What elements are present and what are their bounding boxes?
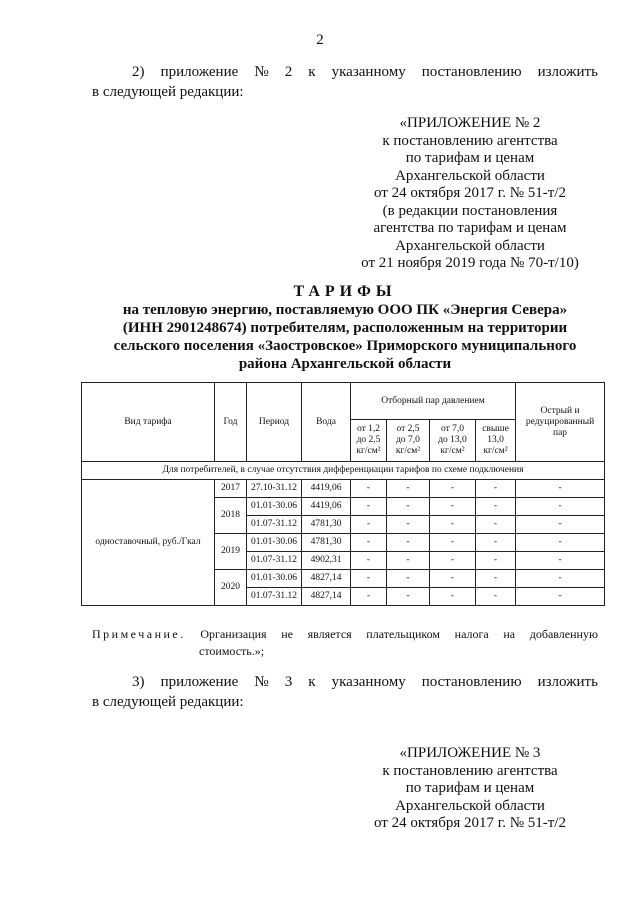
- table-row: [82, 480, 605, 498]
- item-3-word: приложение: [160, 674, 239, 690]
- water-cell: 4419,06: [302, 480, 351, 498]
- period-cell: 01.07-31.12: [247, 516, 302, 534]
- period-cell: 01.07-31.12: [247, 588, 302, 606]
- item-3-number: 3): [132, 674, 145, 690]
- note-word: является: [307, 627, 352, 641]
- header-selected-steam: Отборный пар давлением: [351, 383, 516, 420]
- value-cell: -: [351, 570, 387, 588]
- value-cell: -: [516, 498, 605, 516]
- note-word: Организация: [200, 627, 267, 641]
- note-label: Примечание.: [92, 627, 186, 641]
- note-word: налога: [454, 627, 489, 641]
- value-cell: -: [387, 480, 430, 498]
- appendix-2-header: [345, 115, 595, 273]
- period-cell: 01.07-31.12: [247, 552, 302, 570]
- year-cell: 2017: [215, 480, 247, 498]
- appendix-line: от 24 октября 2017 г. № 51-т/2: [374, 185, 566, 201]
- value-cell: -: [351, 588, 387, 606]
- value-cell: -: [387, 516, 430, 534]
- item-2-word: приложение: [160, 64, 239, 80]
- water-cell: 4827,14: [302, 570, 351, 588]
- appendix-line: «ПРИЛОЖЕНИЕ № 2: [399, 115, 541, 131]
- value-cell: -: [516, 588, 605, 606]
- period-cell: 27.10-31.12: [247, 480, 302, 498]
- value-cell: -: [351, 498, 387, 516]
- subheader-pressure: от 7,0 до 13,0 кг/см²: [430, 420, 476, 462]
- item-3-word: указанному: [331, 674, 406, 690]
- value-cell: -: [387, 498, 430, 516]
- appendix-line: «ПРИЛОЖЕНИЕ № 3: [399, 745, 541, 761]
- subheader-pressure: от 1,2 до 2,5 кг/см²: [351, 420, 387, 462]
- item-3-word: постановлению: [421, 674, 522, 690]
- item-2-word: указанному: [331, 64, 406, 80]
- note-word: на: [503, 627, 516, 641]
- header-year: Год: [215, 383, 247, 462]
- item-2-line-1: [92, 62, 598, 82]
- water-cell: 4419,06: [302, 498, 351, 516]
- item-2-word: изложить: [537, 64, 598, 80]
- tariff-table: [81, 382, 605, 606]
- item-3-line-1: [92, 672, 598, 692]
- appendix-line: от 24 октября 2017 г. № 51-т/2: [374, 815, 566, 831]
- appendix-line: к постановлению агентства: [382, 132, 558, 149]
- water-cell: 4827,14: [302, 588, 351, 606]
- value-cell: -: [516, 516, 605, 534]
- value-cell: -: [430, 588, 476, 606]
- value-cell: -: [476, 516, 516, 534]
- title-line: на тепловую энергию, поставляемую ООО ПК «Энергия Севера»: [122, 302, 568, 318]
- appendix-line: Архангельской области: [395, 797, 545, 814]
- value-cell: -: [351, 534, 387, 552]
- item-3-word: к: [308, 674, 316, 690]
- item-2-word: №: [254, 64, 269, 80]
- appendix-line: по тарифам и ценам: [405, 150, 535, 166]
- item-2-line-2: в следующей редакции:: [92, 84, 244, 100]
- value-cell: -: [430, 480, 476, 498]
- header-sharp-steam: Острый и редуцированный пар: [516, 383, 605, 462]
- item-2-word: к: [308, 64, 316, 80]
- table-header-row: [82, 383, 605, 420]
- value-cell: -: [476, 570, 516, 588]
- value-cell: -: [430, 534, 476, 552]
- value-cell: -: [516, 480, 605, 498]
- item-3-line-2: в следующей редакции:: [92, 694, 244, 710]
- water-cell: 4781,30: [302, 516, 351, 534]
- value-cell: -: [476, 534, 516, 552]
- header-tariff-type: Вид тарифа: [82, 383, 215, 462]
- value-cell: -: [430, 552, 476, 570]
- tariffs-title: [92, 283, 598, 373]
- value-cell: -: [516, 570, 605, 588]
- value-cell: -: [516, 534, 605, 552]
- item-2-paragraph: [92, 62, 598, 102]
- appendix-line: агентства по тарифам и ценам: [373, 220, 567, 236]
- item-3-paragraph: [92, 672, 598, 712]
- period-cell: 01.01-30.06: [247, 570, 302, 588]
- value-cell: -: [430, 498, 476, 516]
- value-cell: -: [351, 516, 387, 534]
- item-2-word: 2: [284, 64, 293, 80]
- tariff-type-cell: одноставочный, руб./Гкал: [82, 480, 215, 606]
- appendix-3-header: [345, 745, 595, 833]
- note-paragraph: [92, 626, 598, 660]
- title-heading: ТАРИФЫ: [293, 283, 397, 300]
- appendix-line: к постановлению агентства: [382, 762, 558, 779]
- note-word: добавленную: [529, 627, 598, 641]
- appendix-line: (в редакции постановления: [382, 202, 558, 219]
- note-word: не: [281, 627, 293, 641]
- value-cell: -: [387, 588, 430, 606]
- value-cell: -: [351, 552, 387, 570]
- header-period: Период: [247, 383, 302, 462]
- year-cell: 2019: [215, 534, 247, 570]
- note-line-2: стоимость.»;: [199, 644, 265, 658]
- year-cell: 2018: [215, 498, 247, 534]
- year-cell: 2020: [215, 570, 247, 606]
- appendix-line: Архангельской области: [395, 237, 545, 254]
- value-cell: -: [516, 552, 605, 570]
- value-cell: -: [476, 498, 516, 516]
- value-cell: -: [387, 552, 430, 570]
- note-line-1: [92, 626, 598, 643]
- appendix-line: Архангельской области: [395, 167, 545, 184]
- subheader-pressure: свыше 13,0 кг/см²: [476, 420, 516, 462]
- value-cell: -: [387, 534, 430, 552]
- subheader-pressure: от 2,5 до 7,0 кг/см²: [387, 420, 430, 462]
- appendix-line: по тарифам и ценам: [405, 780, 535, 796]
- period-cell: 01.01-30.06: [247, 498, 302, 516]
- title-line: сельского поселения «Заостровское» Приморского муниципального: [113, 338, 577, 354]
- note-word: плательщиком: [366, 627, 441, 641]
- table-span-row: [82, 462, 605, 480]
- water-cell: 4781,30: [302, 534, 351, 552]
- item-2-word: постановлению: [421, 64, 522, 80]
- appendix-line: от 21 ноября 2019 года № 70-т/10): [361, 255, 579, 271]
- value-cell: -: [430, 516, 476, 534]
- item-3-word: №: [254, 674, 269, 690]
- water-cell: 4902,31: [302, 552, 351, 570]
- value-cell: -: [476, 552, 516, 570]
- title-line: района Архангельской области: [238, 356, 452, 372]
- page-number: 2: [316, 32, 324, 48]
- consumer-group-label: Для потребителей, в случае отсутствия дифференциации тарифов по схеме подключения: [82, 462, 605, 480]
- title-line: (ИНН 2901248674) потребителям, расположенным на территории: [122, 320, 568, 336]
- value-cell: -: [476, 588, 516, 606]
- item-3-word: 3: [284, 674, 293, 690]
- period-cell: 01.01-30.06: [247, 534, 302, 552]
- header-water: Вода: [302, 383, 351, 462]
- value-cell: -: [387, 570, 430, 588]
- item-3-word: изложить: [537, 674, 598, 690]
- item-2-number: 2): [132, 64, 145, 80]
- value-cell: -: [351, 480, 387, 498]
- value-cell: -: [430, 570, 476, 588]
- value-cell: -: [476, 480, 516, 498]
